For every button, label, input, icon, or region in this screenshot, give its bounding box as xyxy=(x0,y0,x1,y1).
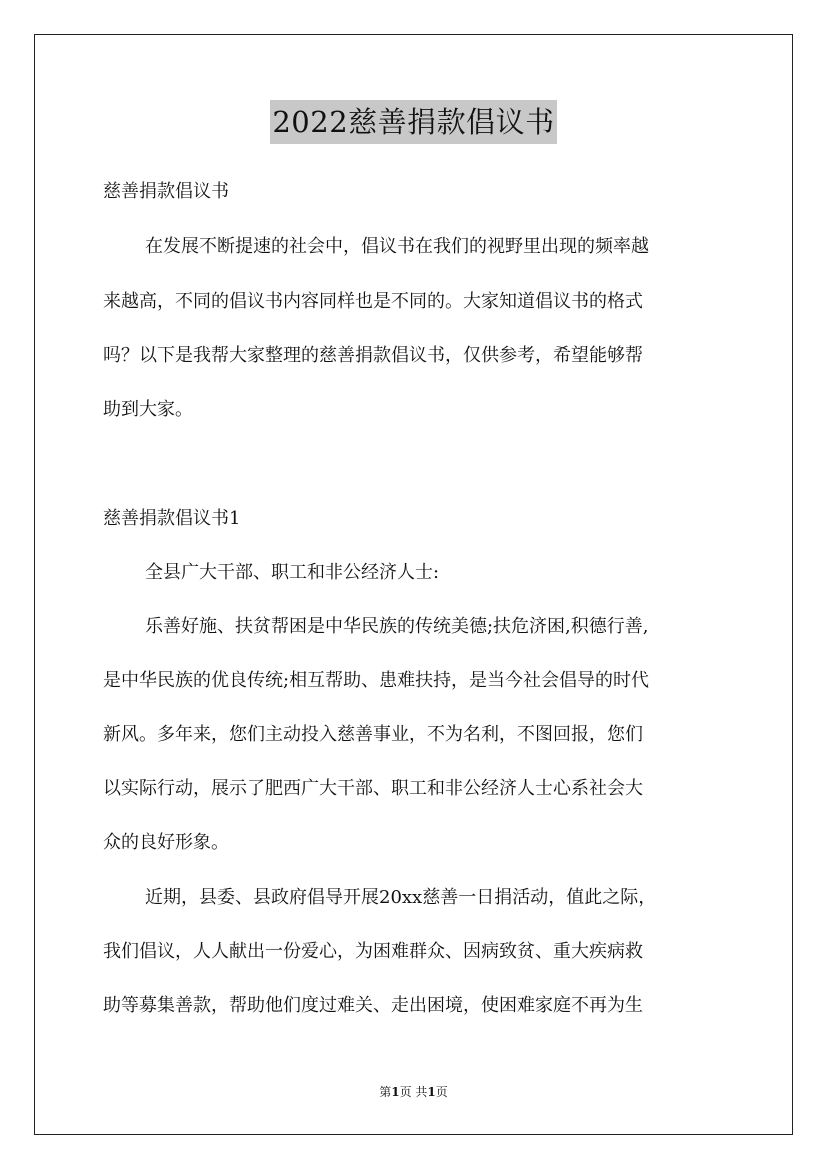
title-container xyxy=(0,100,827,144)
page-prefix: 第 xyxy=(379,1085,392,1099)
paragraph-line: 众的良好形象。 xyxy=(103,832,229,853)
paragraph-line: 是中华民族的优良传统;相互帮助、患难扶持，是当今社会倡导的时代 xyxy=(103,670,650,691)
paragraph-line: 以实际行动，展示了肥西广大干部、职工和非公经济人士心系社会大 xyxy=(103,778,643,799)
page-current: 1 xyxy=(391,1085,400,1099)
paragraph-line: 新风。多年来，您们主动投入慈善事业，不为名利，不图回报，您们 xyxy=(103,724,643,745)
paragraph-line: 乐善好施、扶贫帮困是中华民族的传统美德;扶危济困,积德行善, xyxy=(145,616,649,637)
paragraph-line: 助到大家。 xyxy=(103,399,193,420)
paragraph-line: 来越高，不同的倡议书内容同样也是不同的。大家知道倡议书的格式 xyxy=(103,291,643,312)
page-footer xyxy=(0,1083,827,1100)
paragraph-line: 在发展不断提速的社会中，倡议书在我们的视野里出现的频率越 xyxy=(145,236,649,257)
paragraph-line: 助等募集善款，帮助他们度过难关、走出困境，使困难家庭不再为生 xyxy=(103,995,643,1016)
section-heading: 慈善捐款倡议书 xyxy=(103,181,229,202)
salutation-line: 全县广大干部、职工和非公经济人士: xyxy=(145,562,440,583)
paragraph-line: 我们倡议，人人献出一份爱心，为困难群众、因病致贫、重大疾病救 xyxy=(103,941,643,962)
section-heading: 慈善捐款倡议书1 xyxy=(103,508,241,529)
document-title: 2022慈善捐款倡议书 xyxy=(270,100,556,144)
page-suffix: 页 xyxy=(435,1085,448,1099)
paragraph-line: 吗？以下是我帮大家整理的慈善捐款倡议书，仅供参考，希望能够帮 xyxy=(103,345,643,366)
page-mid: 页 共 xyxy=(399,1085,428,1099)
page-total: 1 xyxy=(427,1085,436,1099)
paragraph-line: 近期，县委、县政府倡导开展20xx慈善一日捐活动，值此之际， xyxy=(145,887,657,908)
